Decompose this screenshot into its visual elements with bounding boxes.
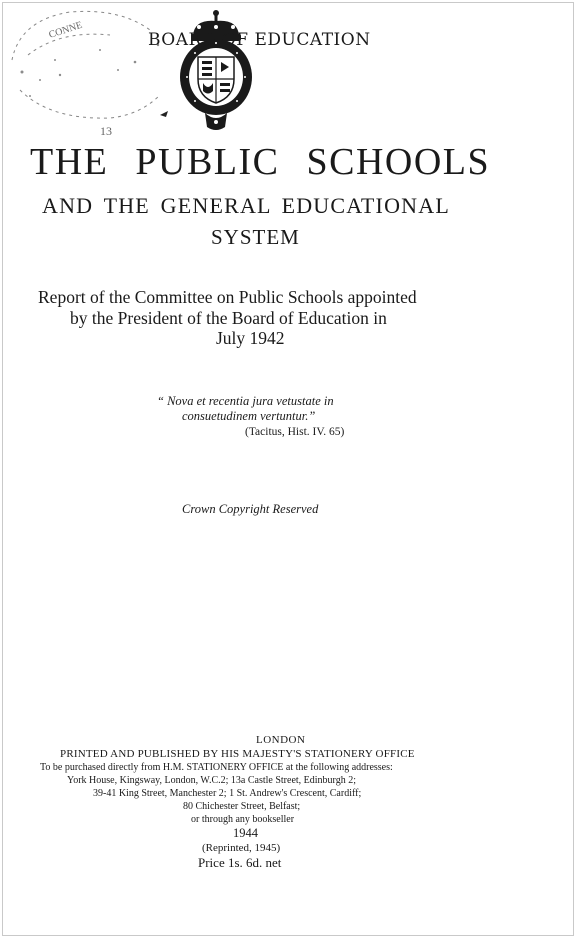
imprint-address-line: To be purchased directly from H.M. STATIONERY OFFICE at the following addresses:	[40, 762, 393, 773]
publication-year: 1944	[233, 826, 258, 840]
subtitle-line-2: SYSTEM	[211, 225, 300, 249]
imprint-address-line: 39-41 King Street, Manchester 2; 1 St. Andrew's Crescent, Cardiff;	[93, 788, 362, 799]
report-line-3: July 1942	[216, 328, 285, 348]
imprint-address-line: or through any bookseller	[191, 814, 295, 825]
reprint-note: (Reprinted, 1945)	[202, 842, 281, 854]
copyright-notice: Crown Copyright Reserved	[182, 502, 319, 516]
subtitle-line-1: AND THE GENERAL EDUCATIONAL	[42, 193, 450, 218]
price: Price 1s. 6d. net	[198, 855, 282, 870]
imprint-address-line: 80 Chichester Street, Belfast;	[183, 801, 301, 812]
stamp-number: 13	[100, 124, 112, 135]
imprint-city: LONDON	[256, 734, 306, 746]
stamp-text: CONNE	[47, 19, 84, 41]
main-title: THE PUBLIC SCHOOLS	[30, 141, 491, 183]
epigraph-citation: (Tacitus, Hist. IV. 65)	[245, 426, 345, 438]
report-line-2: by the President of the Board of Education in	[70, 308, 387, 328]
report-line-1: Report of the Committee on Public Schools appointed	[38, 287, 417, 307]
epigraph-line-2: consuetudinem vertuntur.”	[182, 409, 316, 423]
board-heading: BOARD OF EDUCATION	[148, 30, 371, 50]
imprint-address-line: York House, Kingsway, London, W.C.2; 13a Castle Street, Edinburgh 2;	[67, 775, 356, 786]
imprint-publisher: PRINTED AND PUBLISHED BY HIS MAJESTY'S STATIONERY OFFICE	[60, 748, 415, 760]
epigraph-line-1: “ Nova et recentia jura vetustate in	[157, 394, 334, 408]
